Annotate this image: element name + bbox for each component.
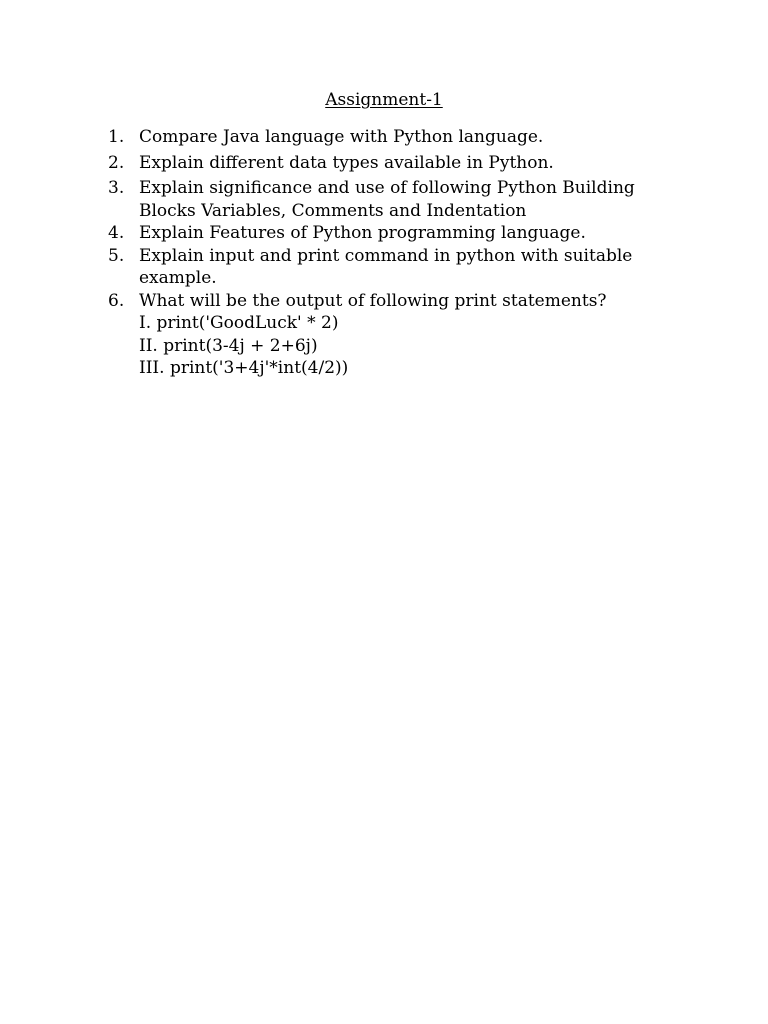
question-text: What will be the output of following print statements? <box>139 290 607 311</box>
question-number: 1. <box>108 127 125 147</box>
code-line: II. print(3-4j + 2+6j) <box>139 335 318 356</box>
question-text: Explain significance and use of following Python Building <box>139 178 635 198</box>
code-line: I. print('GoodLuck' * 2) <box>139 313 339 333</box>
list-item <box>108 245 708 290</box>
question-number: 4. <box>108 223 125 243</box>
list-item <box>108 290 708 380</box>
code-line: III. print('3+4j'*int(4/2)) <box>139 358 349 378</box>
question-text: Explain different data types available in Python. <box>139 152 554 173</box>
question-text-continued: Blocks Variables, Comments and Indentation <box>139 200 527 221</box>
question-text: Explain input and print command in python with suitable <box>139 245 633 266</box>
question-number: 3. <box>108 178 125 198</box>
list-item <box>108 152 708 175</box>
page-title: Assignment-1 <box>325 90 443 110</box>
question-number: 5. <box>108 245 125 266</box>
list-item <box>108 126 708 149</box>
list-item <box>108 177 708 222</box>
question-text: Compare Java language with Python language. <box>139 127 544 147</box>
list-item <box>108 222 708 245</box>
question-number: 2. <box>108 152 125 173</box>
question-text: Explain Features of Python programming language. <box>139 223 586 243</box>
question-text-continued: example. <box>139 268 217 288</box>
question-number: 6. <box>108 290 125 311</box>
question-list <box>108 126 708 380</box>
